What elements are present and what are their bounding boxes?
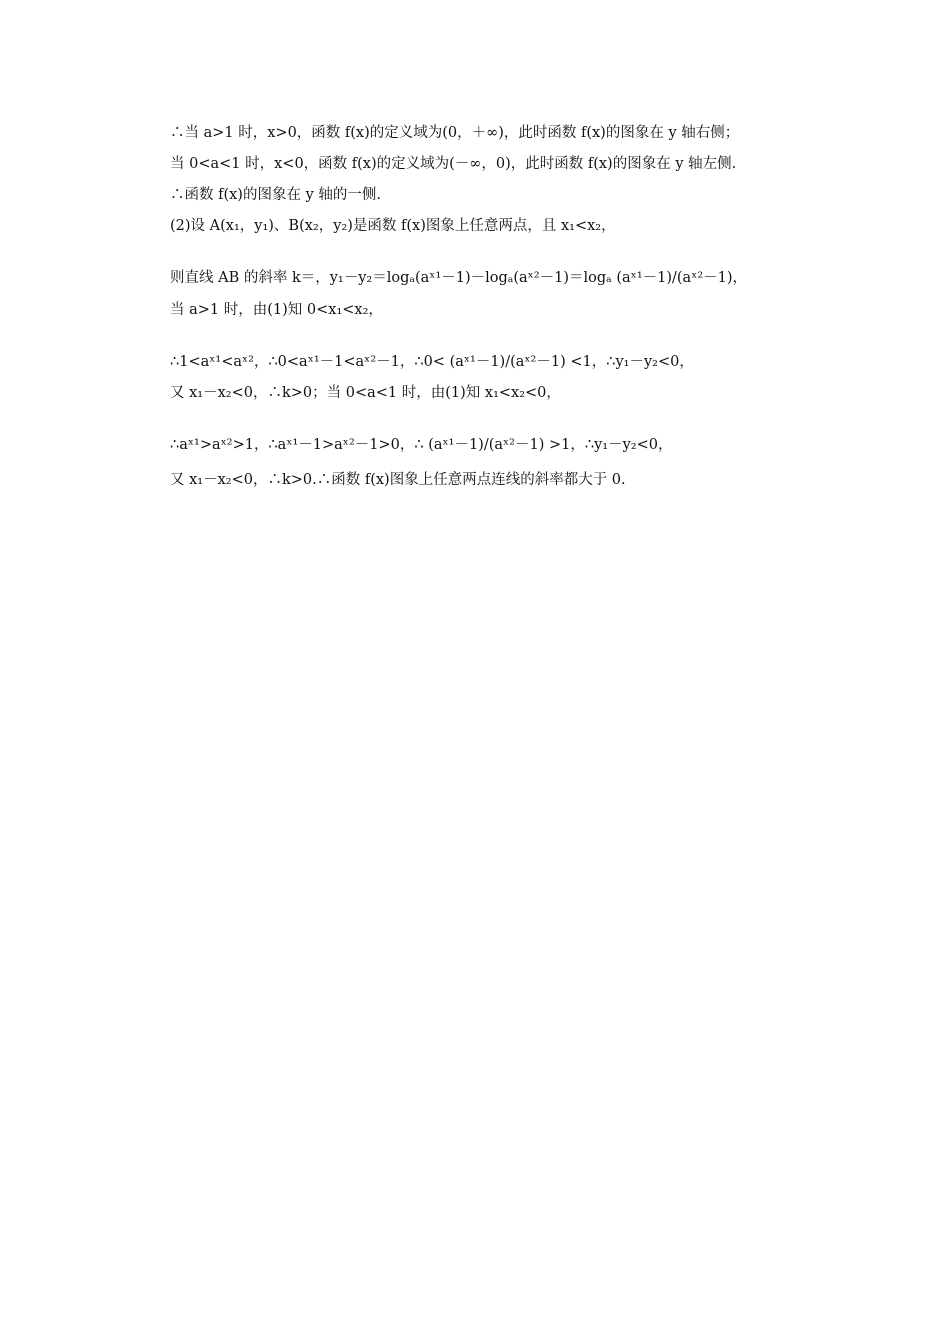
solution-line-9: ∴aˣ¹>aˣ²>1，∴aˣ¹－1>aˣ²－1>0，∴ (aˣ¹－1)/(aˣ²－1) >1，∴y₁－y₂<0，	[170, 437, 673, 453]
solution-line-3: ∴函数 f(x)的图象在 y 轴的一侧.	[170, 187, 381, 203]
solution-line-6: 当 a>1 时，由(1)知 0<x₁<x₂，	[170, 302, 383, 318]
solution-line-7: ∴1<aˣ¹<aˣ²，∴0<aˣ¹－1<aˣ²－1，∴0< (aˣ¹－1)/(aˣ²－1) <1，∴y₁－y₂<0，	[170, 354, 694, 370]
solution-line-5: 则直线 AB 的斜率 k＝，y₁－y₂＝logₐ(aˣ¹－1)－logₐ(aˣ²－1)＝logₐ (aˣ¹－1)/(aˣ²－1)，	[170, 270, 748, 286]
solution-line-8: 又 x₁－x₂<0，∴k>0；当 0<a<1 时，由(1)知 x₁<x₂<0，	[170, 385, 561, 401]
solution-line-1: ∴当 a>1 时，x>0，函数 f(x)的定义域为(0，＋∞)，此时函数 f(x)的图象在 y 轴右侧；	[170, 125, 740, 141]
solution-line-2: 当 0<a<1 时，x<0，函数 f(x)的定义域为(－∞，0)，此时函数 f(x)的图象在 y 轴左侧.	[170, 156, 737, 172]
solution-line-10: 又 x₁－x₂<0，∴k>0.∴函数 f(x)图象上任意两点连线的斜率都大于 0.	[170, 472, 626, 488]
solution-line-4: (2)设 A(x₁，y₁)、B(x₂，y₂)是函数 f(x)图象上任意两点，且 x₁<x₂，	[170, 218, 616, 234]
